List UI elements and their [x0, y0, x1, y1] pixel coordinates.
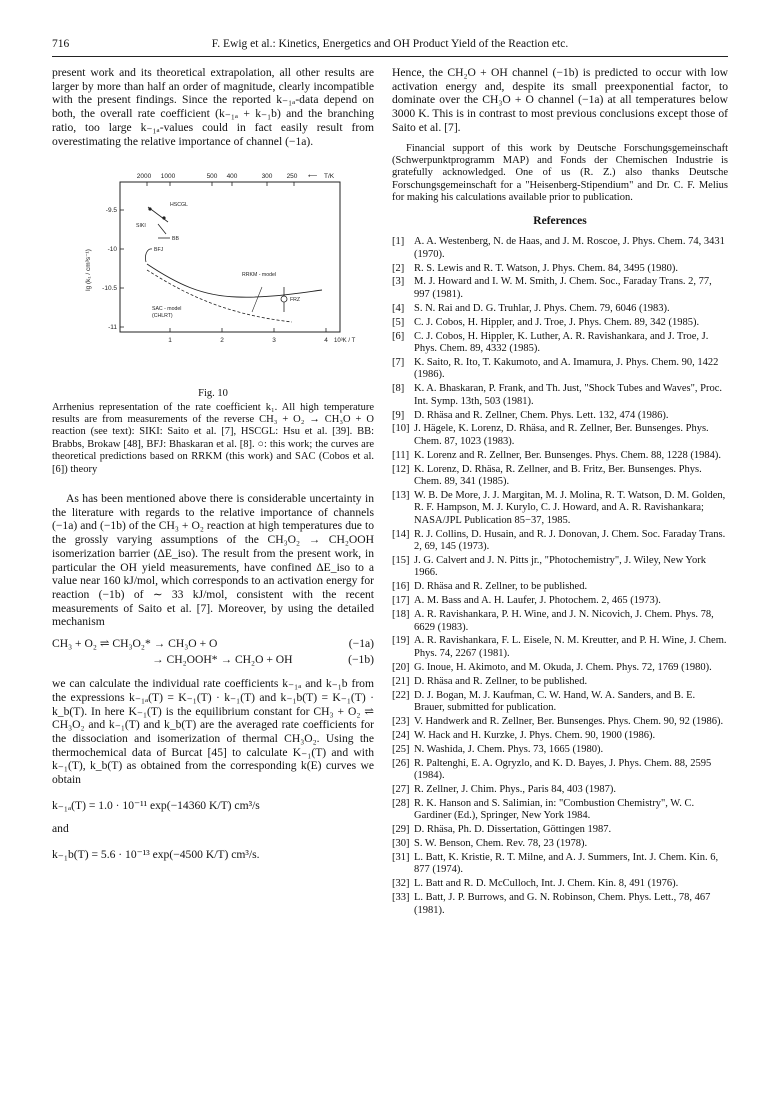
label-siki: SIKI	[136, 223, 146, 230]
reference-text: R. S. Lewis and R. T. Watson, J. Phys. Chem. 84, 3495 (1980).	[414, 262, 678, 274]
reference-item	[392, 878, 728, 890]
equation-label: (−1a)	[348, 637, 374, 651]
bfj-data	[145, 249, 152, 262]
hsgcl-point	[163, 217, 165, 219]
reference-list	[392, 236, 728, 917]
reference-item	[392, 852, 728, 877]
reference-item	[392, 676, 728, 688]
reference-text: V. Handwerk and R. Zellner, Ber. Bunsenges. Phys. Chem. 90, 92 (1986).	[414, 715, 724, 727]
reference-item	[392, 263, 728, 275]
reference-number: [24]	[392, 729, 410, 741]
reference-text: S. N. Rai and D. G. Truhlar, J. Phys. Chem. 79, 6046 (1983).	[414, 302, 670, 314]
reference-number: [13]	[392, 489, 410, 501]
reference-text: D. Rhäsa and R. Zellner, Chem. Phys. Lett. 132, 474 (1986).	[414, 409, 669, 421]
reference-item	[392, 317, 728, 329]
reference-number: [33]	[392, 892, 410, 904]
equation	[52, 653, 374, 669]
top-tick-label: 400	[226, 173, 238, 181]
reference-item	[392, 555, 728, 580]
x-tick-label: 1	[168, 337, 172, 345]
reference-number: [2]	[392, 262, 405, 274]
reference-item	[392, 635, 728, 660]
hsgcl-point	[149, 208, 151, 210]
reference-number: [22]	[392, 689, 410, 701]
x-tick-label: 2	[220, 337, 224, 345]
reference-text: D. J. Bogan, M. J. Kaufman, C. W. Hand, W. A. Sanders, and B. E. Brauer, submitted for publication.	[414, 689, 696, 713]
x-tick-label: 4	[324, 337, 328, 345]
figure-caption	[52, 388, 374, 476]
label-rrkm: RRKM - model	[242, 272, 277, 279]
y-tick-label: -10	[107, 246, 117, 254]
top-tick-label: 2000	[136, 173, 152, 181]
reference-text: J. Hägele, K. Lorenz, D. Rhäsa, and R. Zellner, Ber. Bunsenges. Phys. Chem. 87, 1023 (1983).	[414, 423, 709, 447]
reference-number: [15]	[392, 555, 410, 566]
equation	[52, 637, 374, 653]
y-tick-label: -11	[108, 324, 117, 332]
reference-number: [16]	[392, 581, 410, 593]
reference-item	[392, 758, 728, 783]
reference-item	[392, 609, 728, 634]
reference-item	[392, 690, 728, 715]
reference-item	[392, 730, 728, 742]
reference-text: D. Rhäsa and R. Zellner, to be published.	[414, 675, 588, 687]
reference-number: [11]	[392, 449, 410, 461]
label-sac: SAC - model	[152, 306, 182, 313]
equation-label: (−1b)	[348, 653, 374, 667]
reference-number: [17]	[392, 595, 410, 607]
reference-text: G. Inoue, H. Akimoto, and M. Okuda, J. Chem. Phys. 72, 1769 (1980).	[414, 661, 712, 673]
reference-text: R. Zellner, J. Chim. Phys., Paris 84, 403 (1987).	[414, 783, 616, 795]
reference-item	[392, 581, 728, 593]
reference-item	[392, 824, 728, 836]
reference-number: [31]	[392, 851, 410, 863]
equation-body: CH₃ + O₂ ⇌ CH₃O₂* → CH₃O + O	[52, 637, 218, 651]
reference-item	[392, 892, 728, 917]
reference-number: [12]	[392, 463, 410, 475]
reference-item	[392, 410, 728, 422]
rrkm-model-curve	[147, 264, 322, 297]
top-tick-label: 250	[286, 173, 298, 181]
x-axis-label: 10³K / T	[334, 338, 356, 345]
reference-text: L. Batt, J. P. Burrows, and G. N. Robinson, Chem. Phys. Lett., 78, 467 (1981).	[414, 892, 711, 916]
siki-data	[158, 224, 166, 234]
equation: k₋₁ₐ(T) = 1.0 · 10⁻¹¹ exp(−14360 K/T) cm³/s	[52, 798, 260, 812]
running-title: F. Ewig et al.: Kinetics, Energetics and OH Product Yield of the Reaction etc.	[211, 38, 569, 50]
reference-item	[392, 838, 728, 850]
reference-number: [20]	[392, 661, 410, 673]
reference-text: A. R. Ravishankara, F. L. Eisele, N. M. Kreutter, and P. H. Wine, J. Chem. Phys. 74, 2267 (1981).	[414, 635, 727, 659]
top-tick-label: 500	[206, 173, 218, 181]
reference-text: C. J. Cobos, H. Hippler, and J. Troe, J. Phys. Chem. 89, 342 (1985).	[414, 316, 700, 328]
reference-number: [19]	[392, 635, 410, 647]
figure-10-arrhenius-plot	[52, 152, 374, 384]
reference-item	[392, 716, 728, 728]
reference-item	[392, 595, 728, 607]
top-axis-arrow: ⟵	[308, 173, 318, 181]
reference-item	[392, 798, 728, 823]
reference-text: A. M. Bass and A. H. Laufer, J. Photochem. 2, 465 (1973).	[414, 595, 661, 607]
reference-number: [25]	[392, 743, 410, 755]
reference-text: N. Washida, J. Chem. Phys. 73, 1665 (1980).	[414, 743, 604, 755]
reference-text: C. J. Cobos, H. Hippler, K. Luther, A. R. Ravishankara, and J. Troe, J. Phys. Chem. 89, 4332 (1985).	[414, 330, 709, 354]
right-column	[392, 66, 728, 918]
reference-item	[392, 450, 728, 462]
reference-number: [21]	[392, 675, 410, 687]
reference-item	[392, 423, 728, 448]
reference-number: [5]	[392, 316, 405, 328]
reference-number: [32]	[392, 878, 410, 890]
paragraph: As has been mentioned above there is considerable uncertainty in the literature with regards to the relative importance of channels (−1a) and (−1b) of the CH₃ + O₂ reaction at high temperatures due to the grossly varying assumptions of the CH₃O₂ → CH₂OOH isomerization barrier (ΔE_iso). The result from the present work, in particular the OH yield measurements, have confined ΔE_iso to a value near 160 kJ/mol, which corresponds to an activation energy for reaction (−1b) of ∼ 33 kJ/mol, consistent with the recent measurements of Saito et al. [7]. Moreover, by using the detailed mechanism	[52, 492, 374, 629]
figure-number: Fig. 10	[198, 388, 228, 400]
reference-text: W. B. De More, J. J. Margitan, M. J. Molina, R. T. Watson, D. M. Golden, R. F. Hampson, M. J. Kurylo, C. J. Howard, and A. R. Ravishankara; NASA/JPL Publication 85−37, 1985.	[414, 489, 726, 526]
reference-number: [6]	[392, 330, 405, 342]
reference-item	[392, 303, 728, 315]
top-tick-label: 1000	[160, 173, 176, 181]
reference-text: L. Batt and R. D. McCulloch, Int. J. Chem. Kin. 8, 491 (1976).	[414, 878, 679, 890]
reference-text: K. Lorenz and R. Zellner, Ber. Bunsenges. Phys. Chem. 88, 1228 (1984).	[414, 449, 721, 461]
page-number: 716	[52, 38, 70, 50]
paragraph: we can calculate the individual rate coefficients k₋₁ₐ and k₋₁b from the expressions k₋₁ₐ(T) = K₋₁(T) · k₋₁(T) and k₋₁b(T) = K₋₁(T) · k_b(T). In here K₋₁(T) is the equilibrium constant for CH₃ + O₂ ⇌ CH₃O₂ and k₋₁(T) and k_b(T) are the averaged rate coefficients for the dissociation and isomerization of thermal CH₃O₂. Using the thermochemical data of Burcat [45] to calculate K₋₁(T) and with k₋₁(T), k_b(T) as obtained from the corresponding k(E) curves we obtain	[52, 677, 374, 787]
reference-item	[392, 784, 728, 796]
label-bb: BB	[172, 236, 179, 243]
reference-item	[392, 464, 728, 489]
left-column	[52, 66, 374, 862]
reference-text: S. W. Benson, Chem. Rev. 78, 23 (1978).	[414, 838, 588, 850]
y-axis-label: lg (k₁ / cm³s⁻¹)	[85, 249, 92, 292]
x-tick-label: 3	[272, 337, 276, 345]
reference-text: D. Rhäsa, Ph. D. Dissertation, Göttingen 1987.	[414, 824, 612, 836]
equation: k₋₁b(T) = 5.6 · 10⁻¹³ exp(−4500 K/T) cm³/s.	[52, 848, 260, 862]
reference-number: [1]	[392, 236, 405, 248]
reference-number: [3]	[392, 276, 405, 288]
reference-text: K. Lorenz, D. Rhäsa, R. Zellner, and B. Fritz, Ber. Bunsenges. Phys. Chem. 89, 341 (1985).	[414, 463, 702, 488]
y-tick-label: -9.5	[105, 207, 117, 215]
reference-item	[392, 236, 728, 261]
reference-text: A. A. Westenberg, N. de Haas, and J. M. Roscoe, J. Phys. Chem. 74, 3431 (1970).	[414, 236, 725, 260]
top-axis-unit: T/K	[324, 173, 335, 181]
reference-number: [26]	[392, 757, 410, 769]
paragraph: Hence, the CH₂O + OH channel (−1b) is predicted to occur with low activation energy and, despite its small preexponential factor, to dominate over the CH₃O + O channel (−1a) at all temperatures below 3000 K. This is in contrast to most previous conclusions except those of Saito et al. [7].	[392, 66, 728, 134]
reference-text: A. R. Ravishankara, P. H. Wine, and J. N. Nicovich, J. Chem. Phys. 78, 6629 (1983).	[414, 609, 714, 633]
reference-number: [14]	[392, 528, 410, 540]
reference-item	[392, 744, 728, 756]
reference-text: K. Saito, R. Ito, T. Kakumoto, and A. Imamura, J. Phys. Chem. 90, 1422 (1986).	[414, 356, 719, 381]
reference-item	[392, 357, 728, 382]
reference-item	[392, 383, 728, 408]
reference-text: W. Hack and H. Kurzke, J. Phys. Chem. 90, 1900 (1986).	[414, 729, 656, 741]
reference-number: [8]	[392, 383, 405, 395]
header-rule	[52, 56, 728, 57]
leader-line	[252, 287, 262, 312]
reference-number: [7]	[392, 356, 405, 368]
y-tick-label: -10.5	[102, 285, 117, 293]
reference-number: [18]	[392, 609, 410, 621]
label-hsgcl: HSCGL	[170, 202, 188, 209]
reference-item	[392, 331, 728, 356]
caption-text: Arrhenius representation of the rate coefficient k₁. All high temperature results are from measurements of the reverse CH₃ + O₂ → CH₃O + O reaction (see text): SIKI: Saito et al. [7], HSCGL: Hsu et al. [39]. BB: Brabbs, Brokaw [48], BFJ: Bhaskaran et al. [8]. ○: this work; the curves are theoretical predictions based on RRKM (this work) and SAC (Cobos et al. [6]) theory	[52, 401, 374, 475]
this-work-point	[281, 296, 287, 302]
equation-body: → CH₂OOH* → CH₂O + OH	[152, 653, 293, 667]
reference-item	[392, 490, 728, 527]
label-bfj: BFJ	[154, 247, 164, 254]
reference-text: R. K. Hanson and S. Salimian, in: "Combustion Chemistry", W. C. Gardiner (Ed.), Springer, New York 1984.	[414, 797, 695, 822]
reference-number: [29]	[392, 824, 410, 836]
reference-text: R. J. Collins, D. Husain, and R. J. Donovan, J. Chem. Soc. Faraday Trans. 2, 69, 145 (1973).	[414, 528, 726, 553]
reference-text: K. A. Bhaskaran, P. Frank, and Th. Just, "Shock Tubes and Waves", Proc. Int. Symp. 13th, 503 (1981).	[414, 383, 723, 407]
running-header	[52, 38, 728, 54]
reference-number: [28]	[392, 797, 410, 809]
top-tick-label: 300	[261, 173, 273, 181]
reference-number: [10]	[392, 423, 410, 435]
reference-number: [23]	[392, 715, 410, 727]
reference-number: [30]	[392, 838, 410, 850]
paragraph: present work and its theoretical extrapolation, all other results are larger by more than half an order of magnitude, clearly incompatible with the present findings. Since the reported k₋₁ₐ-data depend on both, the overall rate coefficient (k₋₁ₐ + k₋₁b) and the branching ratio, too large k₋₁ₐ-values could in fact easily result from overestimating the relative importance of channel (−1a).	[52, 66, 374, 148]
references-heading: References	[533, 214, 587, 227]
acknowledgement: Financial support of this work by Deutsche Forschungsgemeinschaft (Schwerpunktprogramm MAP) and Fonds der Chemischen Industrie is gratefully acknowledged. One of us (R. Z.) also thanks Deutsche Forschungsgemeinschaft for a "Heisenberg-Stipendium" and Dr. C. F. Melius for making his calculations available prior to publication.	[392, 142, 728, 204]
paragraph-and: and	[52, 822, 69, 836]
reference-number: [9]	[392, 409, 405, 421]
reference-item	[392, 529, 728, 554]
reference-item	[392, 276, 728, 301]
reference-number: [4]	[392, 302, 405, 314]
label-sac-ref: (CHLRT)	[152, 313, 173, 320]
reference-text: M. J. Howard and I. W. M. Smith, J. Chem. Soc., Faraday Trans. 2, 77, 997 (1981).	[414, 276, 712, 300]
reference-text: L. Batt, K. Kristie, R. T. Milne, and A. J. Summers, Int. J. Chem. Kin. 6, 877 (1974).	[414, 851, 719, 876]
reference-text: R. Paltenghi, E. A. Ogryzlo, and K. D. Bayes, J. Phys. Chem. 88, 2595 (1984).	[414, 757, 712, 781]
reference-text: J. G. Calvert and J. N. Pitts jr., "Photochemistry", J. Wiley, New York 1966.	[414, 555, 706, 579]
label-frz: FRZ	[290, 297, 301, 304]
reference-item	[392, 662, 728, 674]
reference-number: [27]	[392, 783, 410, 795]
reference-text: D. Rhäsa and R. Zellner, to be published.	[414, 581, 588, 593]
